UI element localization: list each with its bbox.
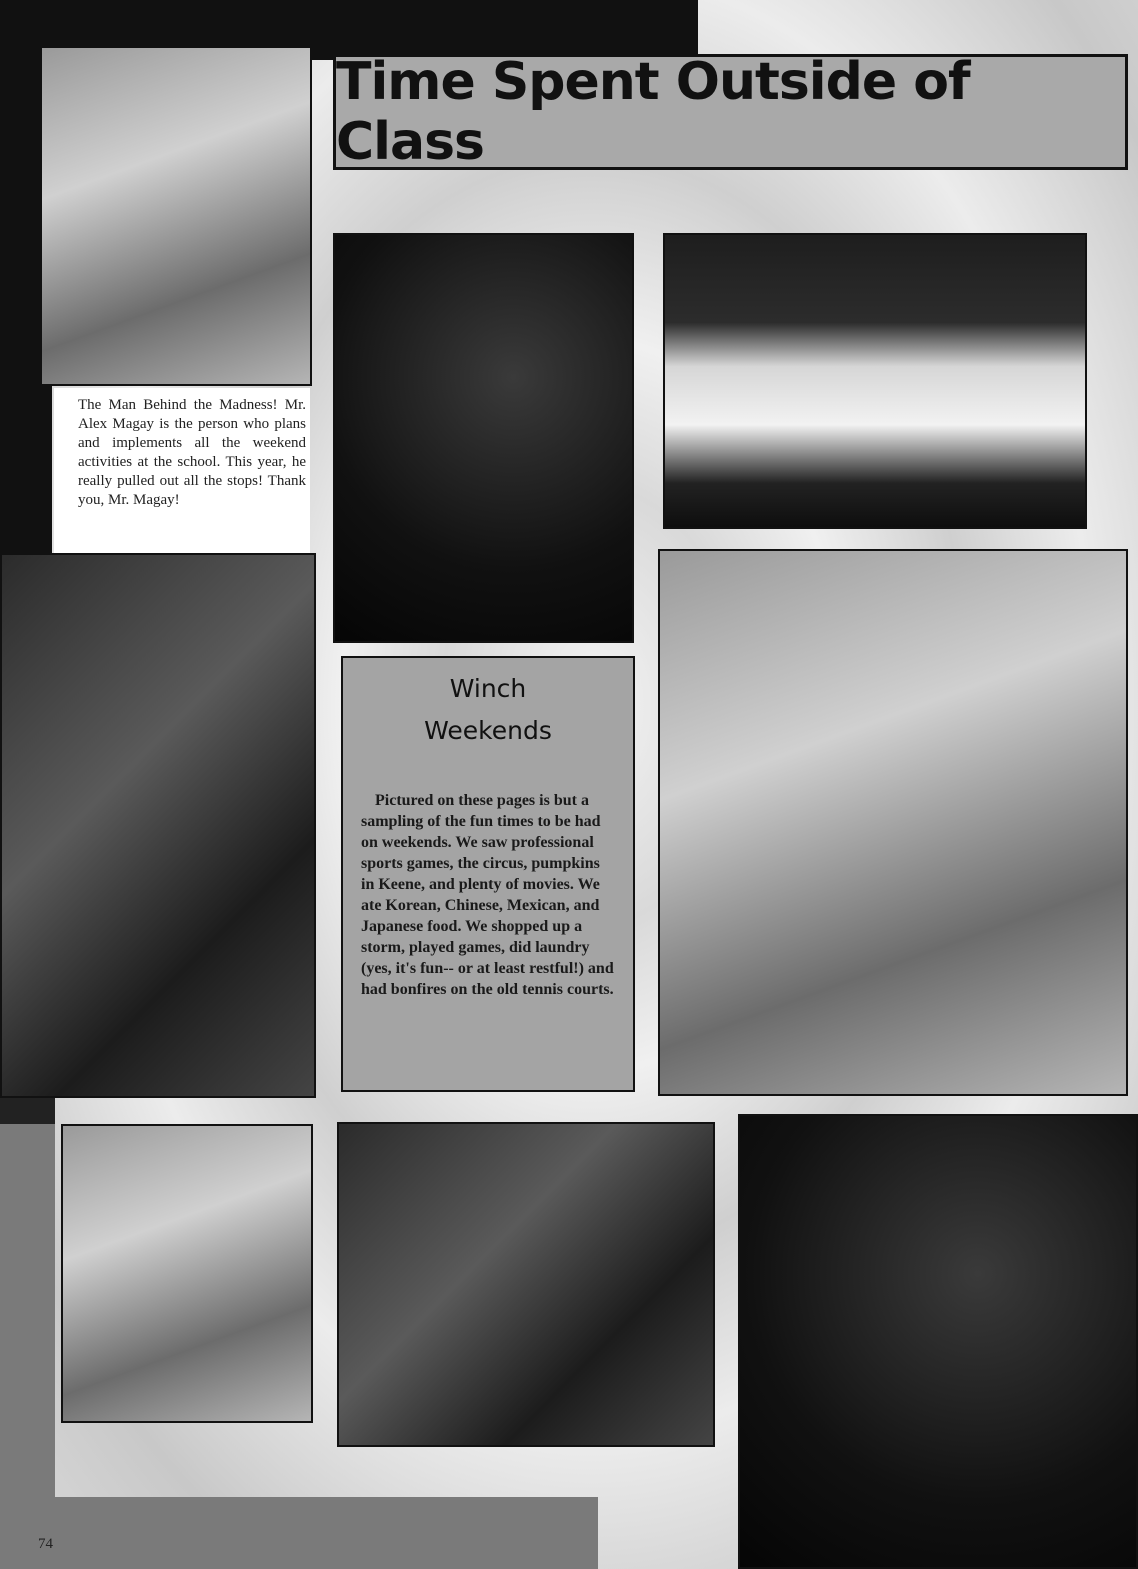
photo-hockey-arena	[663, 233, 1087, 529]
photo-caption	[54, 388, 310, 553]
photo-group-stadium	[337, 1122, 715, 1447]
winch-weekends-box	[341, 656, 635, 1092]
photo-two-students	[61, 1124, 313, 1423]
bottom-left-dark-corner	[0, 1098, 55, 1124]
photo-restaurant-group	[658, 549, 1128, 1096]
page-title-box	[333, 54, 1128, 170]
caption-text: The Man Behind the Madness! Mr. Alex Magay is the person who plans and implements all the weekend activities at the school. This year, he really pulled out all the stops! Thank you, Mr. Magay!	[78, 397, 306, 508]
feature-title-line2: Weekends	[424, 716, 552, 745]
photo-mr-magay	[40, 46, 312, 386]
photo-restaurant-student	[0, 553, 316, 1098]
page-title: Time Spent Outside of Class	[336, 52, 970, 172]
feature-body: Pictured on these pages is but a sampling of the fun times to be had on weekends. We saw professional sports games, the circus, pumpkins in Keene, and plenty of movies. We ate Korean, Chinese, Mexican, and Japanese food. We shopped up a storm, played games, did laundry (yes, it's fun-- or at least restful!) and had bonfires on the old tennis courts.	[361, 792, 614, 998]
bottom-gray-band	[0, 1497, 598, 1569]
page-number: 74	[38, 1536, 53, 1552]
photo-circus	[333, 233, 634, 643]
feature-title-line1: Winch	[449, 674, 527, 703]
photo-bonfire	[738, 1114, 1138, 1569]
